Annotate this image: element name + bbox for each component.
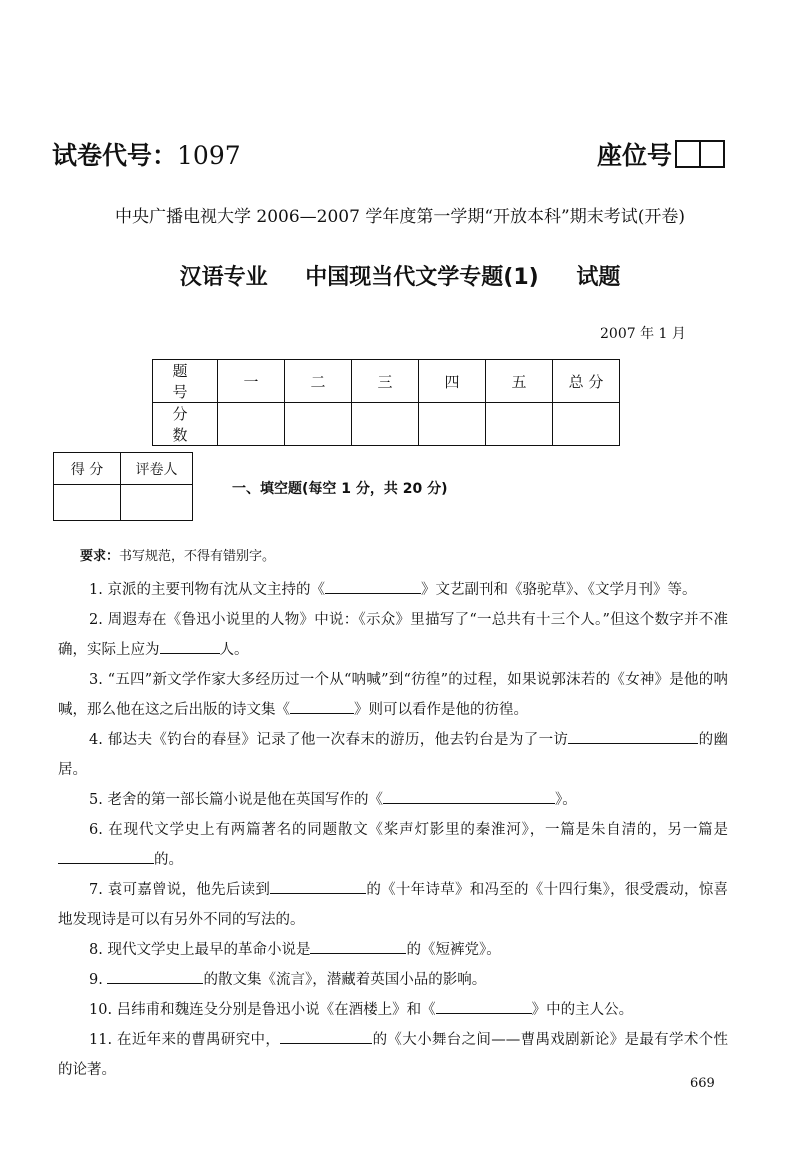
score-cell <box>419 403 486 446</box>
answer-blank <box>270 879 366 894</box>
question-text: 的幽居。 <box>58 732 728 778</box>
question-text: 7. 袁可嘉曾说，他先后读到 <box>89 882 271 898</box>
exam-subtitle: 中央广播电视大学 2006—2007 学年度第一学期“开放本科”期末考试(开卷) <box>115 207 685 227</box>
score-cell <box>352 403 419 446</box>
requirement-text: 书写规范，不得有错别字。 <box>119 549 276 564</box>
question-1 <box>58 575 728 605</box>
score-table-header-row <box>153 360 620 403</box>
question-text: 的《短裤党》。 <box>406 942 501 958</box>
page-number: 669 <box>690 1076 715 1091</box>
section-title: 一、填空题(每空 1 分，共 20 分) <box>232 481 448 497</box>
question-text: 5. 老舍的第一部长篇小说是他在英国写作的《 <box>89 792 383 808</box>
answer-blank <box>290 699 354 714</box>
question-4 <box>58 725 728 785</box>
seat-box <box>701 140 725 168</box>
answer-blank <box>325 579 421 594</box>
question-text: 的。 <box>154 852 183 868</box>
exam-title-suffix: 试题 <box>576 265 621 290</box>
column-label: 五 <box>486 360 553 403</box>
requirement <box>80 545 275 564</box>
answer-blank <box>58 849 154 864</box>
paper-code-label: 试卷代号： <box>52 141 178 170</box>
grader-table-blank-row <box>54 485 193 521</box>
exam-title-course: 中国现当代文学专题(1) <box>305 265 539 290</box>
exam-date: 2007 年 1 月 <box>600 326 686 342</box>
answer-blank <box>383 789 555 804</box>
grader-table <box>53 452 193 521</box>
seat-number <box>597 136 725 172</box>
question-text: 11. 在近年来的曹禺研究中， <box>89 1032 281 1048</box>
question-7 <box>58 875 728 935</box>
row-label-question-number: 题 号 <box>153 360 218 403</box>
grader-cell <box>121 485 193 521</box>
answer-blank <box>160 639 220 654</box>
row-label-score: 分 数 <box>153 403 218 446</box>
seat-number-boxes <box>675 140 725 168</box>
question-text: 》则可以看作是他的彷徨。 <box>354 702 528 718</box>
score-cell <box>218 403 285 446</box>
column-label: 三 <box>352 360 419 403</box>
question-text: 》。 <box>554 792 577 808</box>
paper-code <box>52 136 241 172</box>
question-text: 4. 郁达夫《钓台的春昼》记录了他一次春末的游历，他去钓台是为了一访 <box>89 732 569 748</box>
question-text: 8. 现代文学史上最早的革命小说是 <box>89 942 311 958</box>
question-text: 》中的主人公。 <box>531 1002 634 1018</box>
question-3 <box>58 665 728 725</box>
grader-table-header-row <box>54 453 193 485</box>
question-6 <box>58 815 728 875</box>
question-list <box>58 575 728 1085</box>
answer-blank <box>436 999 532 1014</box>
paper-code-value: 1097 <box>177 141 241 170</box>
question-11 <box>58 1025 728 1085</box>
question-text: 1. 京派的主要刊物有沈从文主持的《 <box>89 582 325 598</box>
score-cell <box>486 403 553 446</box>
column-label: 一 <box>218 360 285 403</box>
exam-title <box>0 260 800 291</box>
question-text: 2. 周遐寿在《鲁迅小说里的人物》中说：《示众》里描写了“一总共有十三个人。”但这个数字并不准确，实际上应为 <box>58 612 728 658</box>
score-label: 得 分 <box>54 453 121 485</box>
answer-blank <box>310 939 406 954</box>
question-10 <box>58 995 728 1025</box>
question-text: 10. 吕纬甫和魏连殳分别是鲁迅小说《在酒楼上》和《 <box>89 1002 436 1018</box>
answer-blank <box>107 969 203 984</box>
question-8 <box>58 935 728 965</box>
question-text: 9. <box>89 972 108 988</box>
question-5 <box>58 785 728 815</box>
score-table <box>152 359 620 446</box>
question-text: 的《十年诗草》和冯至的《十四行集》，很受震动，惊喜地发现诗是可以有另外不同的写法的。 <box>58 882 728 928</box>
exam-title-major: 汉语专业 <box>179 265 268 290</box>
question-text: 的《大小舞台之间——曹禺戏剧新论》是最有学术个性的论著。 <box>58 1032 729 1078</box>
score-table-score-row <box>153 403 620 446</box>
requirement-label: 要求： <box>80 549 120 564</box>
question-text: 的散文集《流言》，潜藏着英国小品的影响。 <box>203 972 487 988</box>
column-label: 二 <box>285 360 352 403</box>
column-label: 四 <box>419 360 486 403</box>
score-cell <box>285 403 352 446</box>
question-text: 6. 在现代文学史上有两篇著名的同题散文《桨声灯影里的秦淮河》，一篇是朱自清的，另一篇是 <box>89 822 728 838</box>
column-label-total: 总 分 <box>553 360 620 403</box>
question-text: 》文艺副刊和《骆驼草》、《文学月刊》等。 <box>420 582 697 598</box>
answer-blank <box>280 1029 372 1044</box>
question-text: 人。 <box>219 642 249 658</box>
seat-box <box>675 140 701 168</box>
question-text: 3. “五四”新文学作家大多经历过一个从“呐喊”到“彷徨”的过程，如果说郭沫若的《女神》是他的呐喊，那么他在这之后出版的诗文集《 <box>58 672 728 718</box>
question-2 <box>58 605 728 665</box>
grader-label: 评卷人 <box>121 453 193 485</box>
answer-blank <box>568 729 698 744</box>
question-9 <box>58 965 728 995</box>
score-cell-total <box>553 403 620 446</box>
score-cell <box>54 485 121 521</box>
seat-label: 座位号 <box>597 141 673 170</box>
